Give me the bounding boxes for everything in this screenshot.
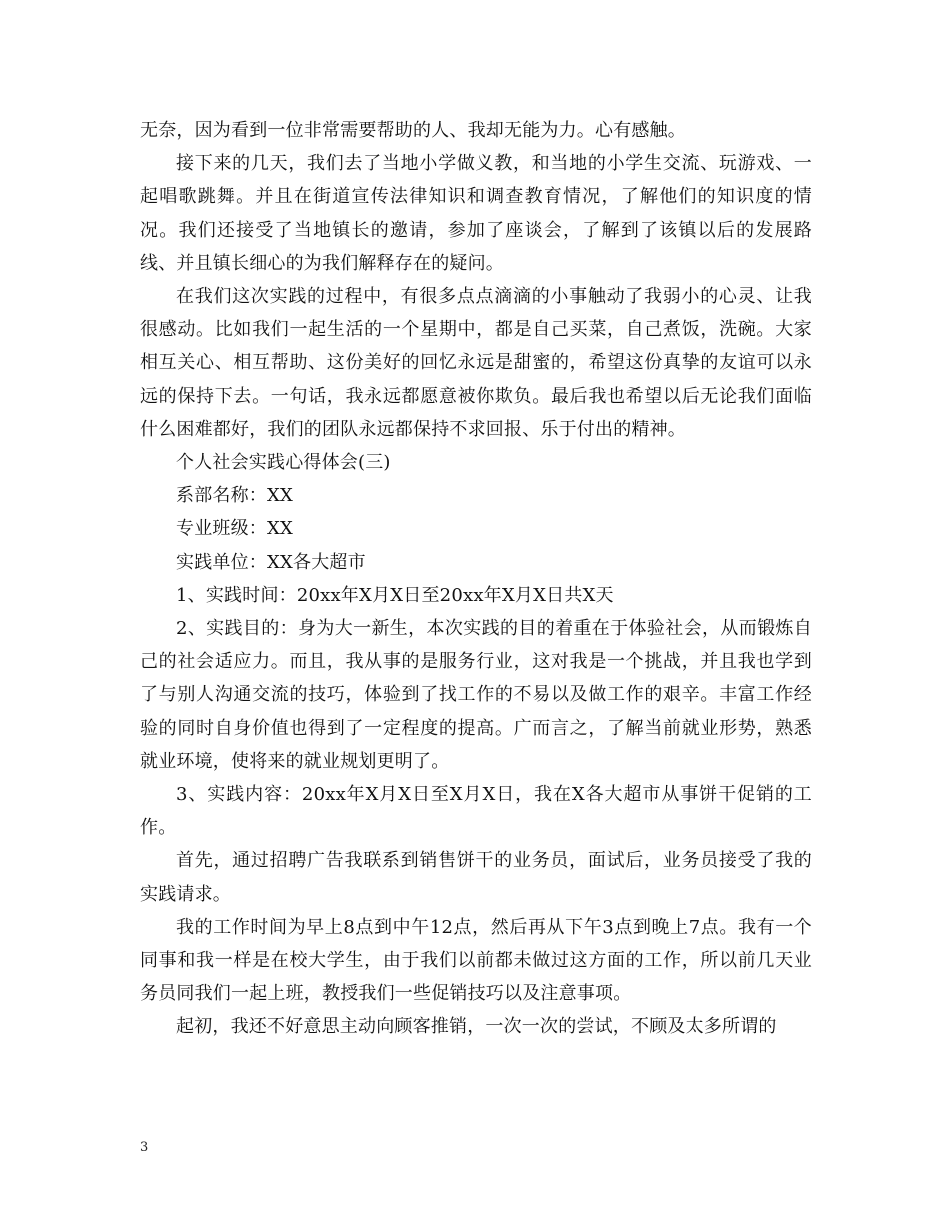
section-heading: 个人社会实践心得体会(三) bbox=[176, 452, 391, 474]
class-line: 专业班级：XX bbox=[176, 518, 294, 540]
paragraph: 起初，我还不好意思主动向顾客推销，一次一次的尝试，不顾及太多所谓的 bbox=[176, 1016, 777, 1038]
department-line: 系部名称：XX bbox=[176, 485, 294, 507]
practice-time-line: 1、实践时间：20xx年X月X日至20xx年X月X日共X天 bbox=[176, 584, 614, 606]
paragraph: 无奈，因为看到一位非常需要帮助的人、我却无能为力。心有感触。 bbox=[140, 120, 686, 141]
paragraph: 我的工作时间为早上8点到中午12点，然后再从下午3点到晚上7点。我有一个同事和我一样是在校大学生，由于我们以前都未做过这方面的工作，所以前几天业务员同我们一起上班，教授我们一些促销技巧以及注意事项。 bbox=[140, 916, 812, 1005]
page-number: 3 bbox=[140, 1140, 149, 1155]
paragraph: 在我们这次实践的过程中，有很多点点滴滴的小事触动了我弱小的心灵、让我很感动。比如我们一起生活的一个星期中，都是自己买菜，自己煮饭，洗碗。大家相互关心、相互帮助、这份美好的回忆永远是甜蜜的，希望这份真挚的友谊可以永远的保持下去。一句话，我永远都愿意被你欺负。最后我也希望以后无论我们面临什么困难都好，我们的团队永远都保持不求回报、乐于付出的精神。 bbox=[140, 286, 812, 440]
document-body bbox=[140, 114, 812, 1044]
paragraph: 首先，通过招聘广告我联系到销售饼干的业务员，面试后，业务员接受了我的实践请求。 bbox=[140, 850, 812, 905]
paragraph: 2、实践目的：身为大一新生，本次实践的目的着重在于体验社会，从而锻炼自己的社会适应力。而且，我从事的是服务行业，这对我是一个挑战，并且我也学到了与别人沟通交流的技巧，体验到了找工作的不易以及做工作的艰辛。丰富工作经验的同时自身价值也得到了一定程度的提高。广而言之，了解当前就业形势，熟悉就业环境，使将来的就业规划更明了。 bbox=[140, 618, 812, 772]
paragraph: 3、实践内容：20xx年X月X日至X月X日，我在X各大超市从事饼干促销的工作。 bbox=[140, 784, 812, 839]
practice-unit-line: 实践单位：XX各大超市 bbox=[176, 551, 366, 573]
paragraph: 接下来的几天，我们去了当地小学做义教，和当地的小学生交流、玩游戏、一起唱歌跳舞。并且在街道宣传法律知识和调查教育情况，了解他们的知识度的情况。我们还接受了当地镇长的邀请，参加了座谈会，了解到了该镇以后的发展路线、并且镇长细心的为我们解释存在的疑问。 bbox=[140, 153, 812, 274]
